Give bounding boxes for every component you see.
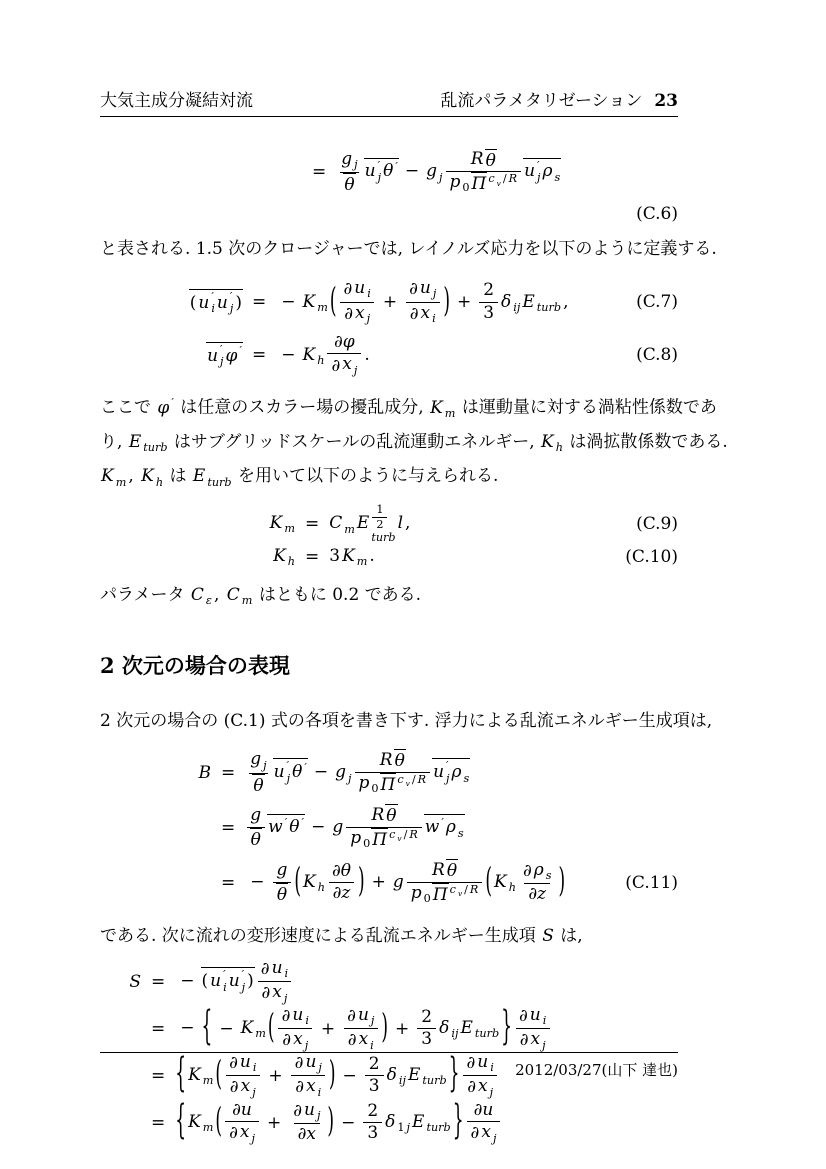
paragraph-closure-intro bbox=[100, 235, 717, 263]
text-line: K $_m$ , K $_h$ は E $_{turb}$ を用いて以下のように与えられる. bbox=[101, 466, 499, 489]
text-line: である. 次に流れの変形速度による乱流エネルギー生成項 S は, bbox=[100, 926, 583, 947]
equation-row: = $\frac{g _j}{\theta}$ u ′ j θ ′ − g $_j$ R θ p $_0$ Π $^{c _v / R}$ u ′ j ρ $_s$ bbox=[312, 148, 561, 195]
section-heading-2d: 2 次元の場合の表現 bbox=[100, 653, 290, 679]
footer-rule bbox=[100, 1052, 678, 1053]
equation-row: K $_h$ = 3 K $_m$ . (C.10) bbox=[273, 545, 678, 569]
page-number: 23 bbox=[654, 91, 678, 111]
equation-row: ( u ′ i u ′ j ) = − K $_m$ ( ∂ u $_i$ ∂ x $_j$ + ∂ u $_j$ ∂ x $_i$ ) + $\frac{2}{3}$ δ $_{ij}$ E $_{turb}$ , (C.7) bbox=[189, 278, 678, 325]
text-line: ここで φ ′ は任意のスカラー場の擾乱成分, K $_m$ は運動量に対する渦粘性係数であ bbox=[100, 396, 717, 421]
text-line: 2 次元の場合の (C.1) 式の各項を書き下す. 浮力による乱流エネルギー生成項は, bbox=[100, 711, 713, 732]
paragraph-2d-intro bbox=[100, 707, 713, 735]
equation-row: = { K $_m$ ( ∂u ∂ x $_j$ + ∂ u $_j$ ∂x ) − $\frac{2}{3}$ δ $_{1 j}$ E $_{turb}$ } ∂u ∂ x $_j$ bbox=[100, 1099, 678, 1146]
equation-tag: (C.10) bbox=[625, 546, 678, 567]
equation-tag: (C.9) bbox=[636, 513, 678, 534]
page-footer bbox=[100, 1052, 678, 1080]
text-line: パラメータ C $_\varepsilon$ , C $_m$ はともに 0.2 である. bbox=[100, 584, 422, 608]
equation-row: = { K $_m$ ( ∂ u $_i$ ∂ x $_j$ + ∂ u $_j$ ∂ x $_i$ ) − $\frac{2}{3}$ δ $_{ij}$ E $_{turb}$ } ∂ u $_i$ ∂ x $_j$ bbox=[100, 1052, 678, 1099]
equation-tag: (C.11) bbox=[625, 872, 678, 893]
equation-c9-c10 bbox=[100, 505, 678, 571]
paragraph-shear-intro bbox=[100, 922, 678, 950]
header-left-title: 大気主成分凝結対流 bbox=[100, 91, 253, 111]
equation-c7-c8 bbox=[100, 273, 678, 379]
text-line: と表される. 1.5 次のクロージャーでは, レイノルズ応力を以下のように定義する. bbox=[100, 239, 717, 259]
equation-row: u ′ j φ ′ = − K $_h$ ∂φ ∂ x $_j$ . (C.8) bbox=[207, 332, 678, 377]
equation-row: S = − ( u ′ i u ′ j ) ∂ u $_i$ ∂ x $_j$ bbox=[100, 958, 678, 1005]
equation-tag: (C.6) bbox=[636, 204, 678, 224]
equation-c11 bbox=[100, 745, 678, 910]
header-right bbox=[440, 86, 678, 111]
paragraph-parameters bbox=[100, 581, 678, 615]
footer-date: 2012/03/27(山下 達也) bbox=[515, 1061, 678, 1079]
header-rule bbox=[100, 116, 678, 117]
equation-row: = − { − K $_m$ ( ∂ u $_i$ ∂ x $_j$ + ∂ u $_j$ ∂ x $_i$ ) + $\frac{2}{3}$ δ $_{ij}$ E $_{turb}$ } ∂ u $_i$ ∂ x $_j$ bbox=[100, 1005, 678, 1052]
page-header bbox=[100, 86, 678, 111]
text-line: り, E $_{turb}$ はサブグリッドスケールの乱流運動エネルギー, K $_h$ は渦拡散係数である. bbox=[100, 432, 728, 455]
page-content bbox=[100, 86, 728, 1146]
header-right-title: 乱流パラメタリゼーション bbox=[440, 91, 643, 111]
equation-tag: (C.7) bbox=[636, 292, 678, 312]
equation-row: K $_m$ = C $_m$ E $\frac{1}{2}$ turb l , (C.9) bbox=[269, 503, 678, 545]
equation-row: = − $\frac{g}{\theta}$ ( K $_h$ $\frac{\partial\theta}{\partial z}$ ) + g R θ p $_0$ Π $^{c _v / R}$ ( K $_h$ ∂ ρ $_s$ ∂z ) (C.11) bbox=[221, 859, 678, 906]
equation-c6 bbox=[100, 143, 678, 227]
equation-tag: (C.8) bbox=[636, 345, 678, 365]
paragraph-coefficients bbox=[100, 389, 728, 497]
equation-row: B = $\frac{g _j}{\theta}$ u ′ j θ ′ − g $_j$ R θ p $_0$ Π $^{c _v / R}$ u ′ j ρ $_s$ bbox=[198, 749, 470, 796]
equation-row: = $\frac{g}{\theta}$ w ′ θ ′ − g R θ p $_0$ Π $^{c _v / R}$ w ′ ρ $_s$ bbox=[221, 804, 464, 851]
